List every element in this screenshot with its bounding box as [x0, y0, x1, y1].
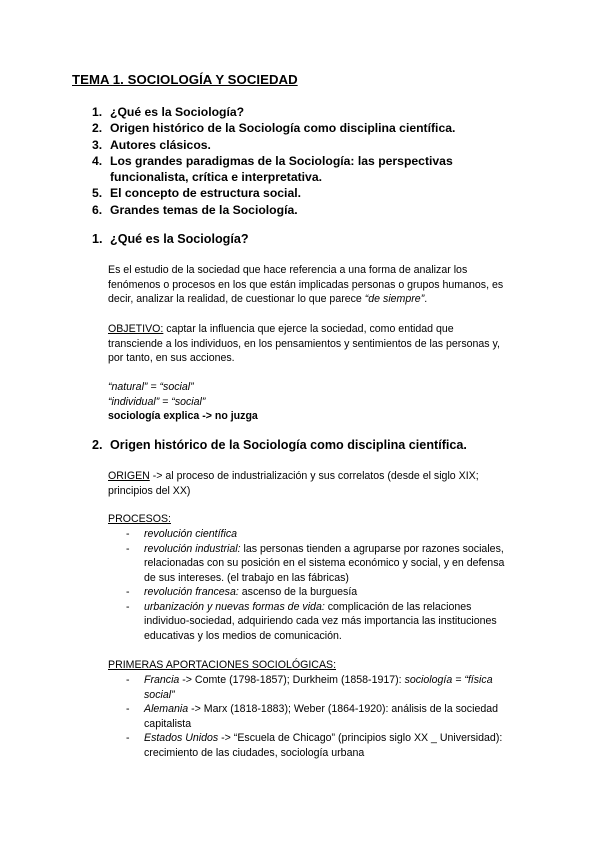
list-item: - urbanización y nuevas formas de vida: complicación de las relaciones individuo-sociedad, adquiriendo cada vez más importancia las instituciones educativas y los medios de comunicación. — [126, 600, 497, 642]
toc-number: 3. — [92, 137, 103, 152]
toc-item — [92, 120, 480, 136]
section-1-definition: Es el estudio de la sociedad que hace referencia a una forma de analizar los fenómenos o procesos en los que están implicadas personas o grupos humanos, es decir, analizar la realidad, de cuestionar lo que parece “de siempre”. — [108, 264, 504, 305]
equation-natural-social: “natural” = “social” — [108, 381, 194, 393]
toc-text: Origen histórico de la Sociología como disciplina científica. — [110, 121, 456, 136]
toc-item — [92, 104, 480, 120]
aportaciones-list — [126, 673, 518, 760]
list-item: - revolución industrial: las personas tienden a agruparse por razones sociales, relacionadas con su posición en el sistema económico y social, y en defensa de sus intereses. (el trabajo en las fábricas) — [126, 542, 505, 584]
toc-text: Grandes temas de la Sociología. — [110, 202, 298, 217]
toc-number: 6. — [92, 202, 103, 217]
origen-label: ORIGEN — [108, 470, 150, 482]
document-title: TEMA 1. SOCIOLOGÍA Y SOCIEDAD — [72, 72, 298, 87]
equation-individual-social: “individual” = “social” — [108, 396, 206, 408]
toc-text: Los grandes paradigmas de la Sociología: las perspectivas funcionalista, crítica e interpretativa. — [110, 153, 453, 185]
procesos-list — [126, 527, 518, 643]
toc-item — [92, 185, 480, 201]
list-item: - revolución científica — [126, 528, 238, 540]
aportaciones-label: PRIMERAS APORTACIONES SOCIOLÓGICAS: — [108, 659, 337, 671]
list-item: - revolución francesa: ascenso de la burguesía — [126, 586, 358, 598]
toc-item — [92, 202, 480, 218]
section-2-heading: 2. Origen histórico de la Sociología como disciplina científica. — [92, 438, 467, 452]
table-of-contents — [92, 104, 480, 218]
section-1-objetivo: OBJETIVO: captar la influencia que ejerce la sociedad, como entidad que transciende a los individuos, en los pensamientos y sentimientos de las personas y, por tanto, en sus acciones. — [108, 323, 500, 364]
list-item: - Francia -> Comte (1798-1857); Durkheim (1858-1917): sociología = “física social” — [126, 674, 493, 701]
procesos-label: PROCESOS: — [108, 513, 171, 525]
toc-item — [92, 153, 480, 186]
origen-paragraph: ORIGEN -> al proceso de industrialización y sus correlatos (desde el siglo XIX; principios del XX) — [108, 470, 479, 497]
section-1-heading: 1. ¿Qué es la Sociología? — [92, 232, 249, 246]
objetivo-label: OBJETIVO: — [108, 323, 164, 335]
sociology-conclusion: sociología explica -> no juzga — [108, 410, 258, 422]
toc-text: Autores clásicos. — [110, 137, 211, 152]
toc-number: 1. — [92, 105, 103, 119]
list-item: - Alemania -> Marx (1818-1883); Weber (1864-1920): análisis de la sociedad capitalista — [126, 703, 499, 730]
list-item: - Estados Unidos -> “Escuela de Chicago” (principios siglo XX _ Universidad): crecimiento de las ciudades, sociología urbana — [126, 732, 503, 759]
toc-item — [92, 137, 480, 153]
toc-number: 5. — [92, 186, 103, 201]
toc-number: 4. — [92, 153, 103, 168]
toc-text: ¿Qué es la Sociología? — [110, 105, 245, 119]
toc-number: 2. — [92, 121, 103, 136]
toc-text: El concepto de estructura social. — [110, 186, 301, 201]
